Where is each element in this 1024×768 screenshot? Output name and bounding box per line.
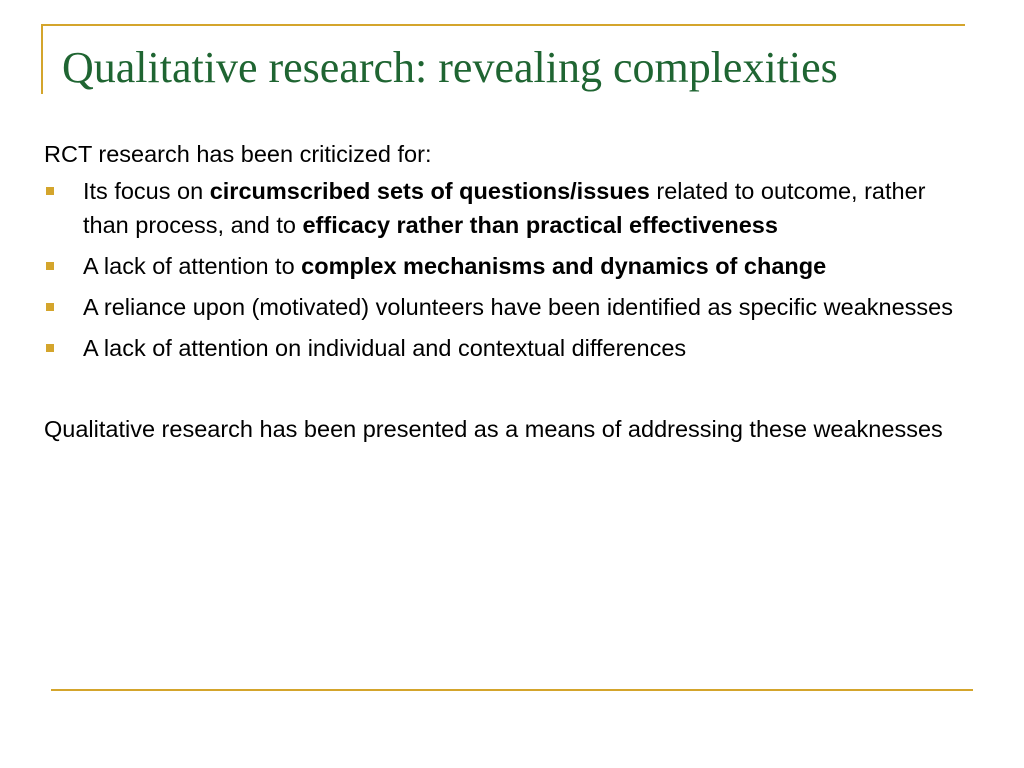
paragraph-spacer: [44, 372, 964, 412]
bullet-list: [44, 174, 964, 365]
square-bullet-icon: [46, 303, 54, 311]
bullet-emphasis-text: efficacy rather than practical effectiveness: [302, 212, 778, 238]
bullet-item: [44, 331, 964, 365]
bullet-emphasis-text: circumscribed sets of questions/issues: [209, 178, 650, 204]
slide-body: [44, 137, 964, 446]
conclusion-text: Qualitative research has been presented as a means of addressing these weaknesses: [44, 416, 943, 442]
bullet-text: related to outcome, rather than process, and to: [83, 178, 926, 238]
bullet-text: Its focus on: [83, 178, 210, 204]
bullet-item: [44, 249, 964, 283]
bullet-item: [44, 174, 964, 242]
square-bullet-icon: [46, 344, 54, 352]
footer-rule: [51, 689, 973, 691]
bullet-text: A reliance upon (motivated) volunteers have been identified as specific weaknesses: [83, 294, 954, 320]
slide-title: Qualitative research: revealing complexities: [62, 43, 838, 92]
square-bullet-icon: [46, 187, 54, 195]
bullet-emphasis-text: complex mechanisms and dynamics of change: [301, 253, 827, 279]
title-frame-left-line: [41, 24, 43, 94]
title-frame-top-line: [41, 24, 965, 26]
bullet-text: A lack of attention to: [83, 253, 302, 279]
bullet-text: A lack of attention on individual and contextual differences: [83, 335, 687, 361]
intro-text: RCT research has been criticized for:: [44, 141, 432, 167]
square-bullet-icon: [46, 262, 54, 270]
bullet-item: [44, 290, 964, 324]
